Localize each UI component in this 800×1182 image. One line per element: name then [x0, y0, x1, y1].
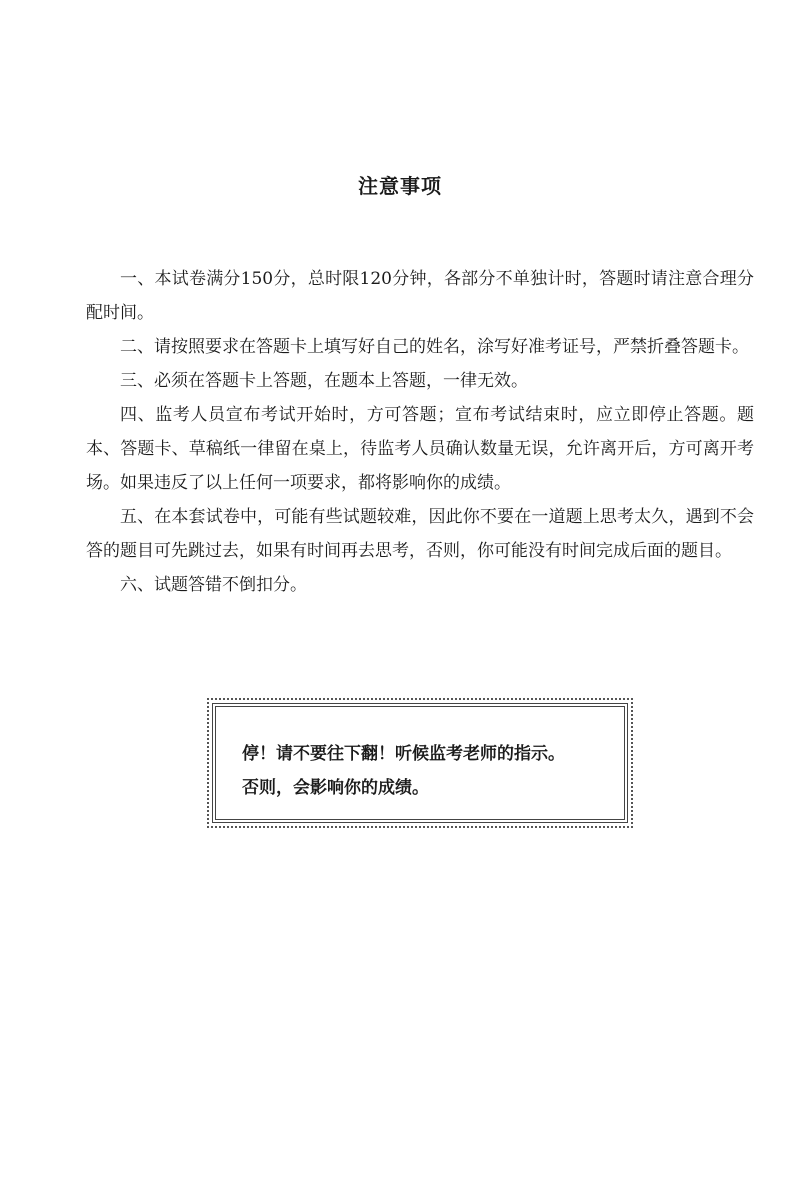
note-item: 四、监考人员宣布考试开始时，方可答题；宣布考试结束时，应立即停止答题。题本、答题卡、草稿纸一律留在桌上，待监考人员确认数量无误，允许离开后，方可离开考场。如果违反了以上任何一项要求，都将影响你的成绩。 — [86, 405, 754, 493]
stop-notice-line-1: 停！请不要往下翻！听候监考老师的指示。 — [242, 744, 565, 764]
stop-notice-line-2: 否则，会影响你的成绩。 — [242, 778, 429, 798]
notes-section — [86, 262, 754, 602]
stop-notice-text — [242, 737, 614, 805]
note-item: 二、请按照要求在答题卡上填写好自己的姓名，涂写好准考证号，严禁折叠答题卡。 — [120, 337, 749, 357]
note-item: 五、在本套试卷中，可能有些试题较难，因此你不要在一道题上思考太久，遇到不会答的题目可先跳过去，如果有时间再去思考，否则，你可能没有时间完成后面的题目。 — [86, 507, 754, 561]
stop-notice-box — [212, 703, 628, 823]
note-item: 三、必须在答题卡上答题，在题本上答题，一律无效。 — [120, 371, 528, 391]
note-item: 一、本试卷满分150分，总时限120分钟，各部分不单独计时，答题时请注意合理分配时间。 — [86, 269, 754, 323]
note-item: 六、试题答错不倒扣分。 — [120, 575, 307, 595]
page-title: 注意事项 — [358, 174, 442, 198]
